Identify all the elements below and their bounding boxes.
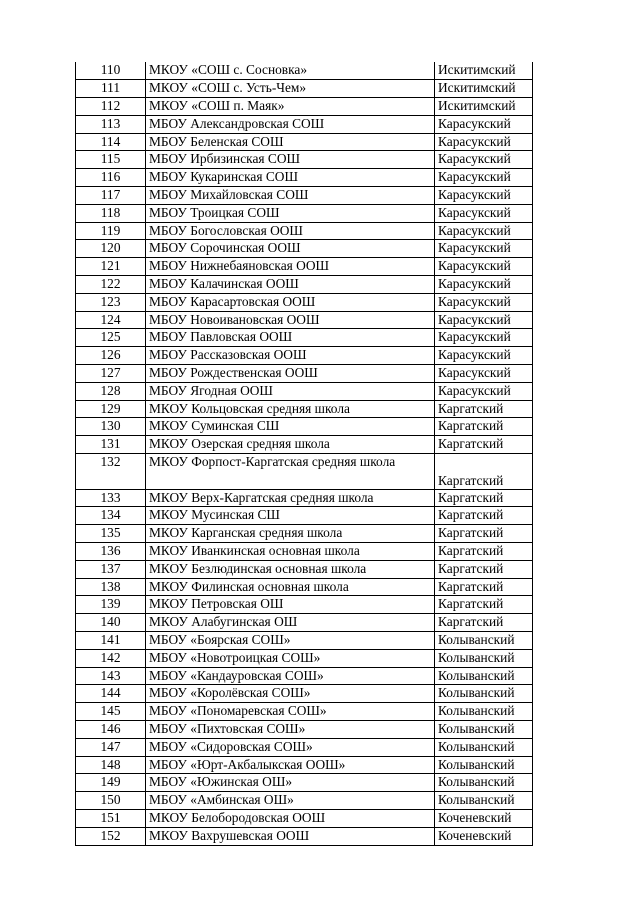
school-name-cell: МБОУ Ирбизинская СОШ xyxy=(146,151,435,169)
table-row xyxy=(76,151,533,169)
table-row xyxy=(76,792,533,810)
table-row xyxy=(76,649,533,667)
row-number-cell: 143 xyxy=(76,667,146,685)
school-name-cell: МКОУ Озерская средняя школа xyxy=(146,436,435,454)
district-cell: Колыванский xyxy=(435,720,533,738)
table-row xyxy=(76,240,533,258)
school-name-cell: МБОУ Нижнебаяновская ООШ xyxy=(146,258,435,276)
school-name-cell: МБОУ Троицкая СОШ xyxy=(146,204,435,222)
schools-table xyxy=(75,62,533,846)
school-name-cell: МКОУ Суминская СШ xyxy=(146,418,435,436)
table-row xyxy=(76,98,533,116)
row-number-cell: 132 xyxy=(76,454,146,490)
school-name-cell: МБОУ «Королёвская СОШ» xyxy=(146,685,435,703)
table-row xyxy=(76,720,533,738)
row-number-cell: 136 xyxy=(76,543,146,561)
row-number-cell: 118 xyxy=(76,204,146,222)
row-number-cell: 110 xyxy=(76,62,146,80)
row-number-cell: 151 xyxy=(76,809,146,827)
table-row xyxy=(76,204,533,222)
district-cell: Каргатский xyxy=(435,400,533,418)
district-cell: Карасукский xyxy=(435,382,533,400)
school-name-cell: МБОУ Карасартовская ООШ xyxy=(146,293,435,311)
row-number-cell: 144 xyxy=(76,685,146,703)
row-number-cell: 134 xyxy=(76,507,146,525)
district-cell: Коченевский xyxy=(435,809,533,827)
schools-table-body xyxy=(76,62,533,845)
table-row xyxy=(76,703,533,721)
row-number-cell: 115 xyxy=(76,151,146,169)
district-cell: Колыванский xyxy=(435,774,533,792)
row-number-cell: 125 xyxy=(76,329,146,347)
table-row xyxy=(76,578,533,596)
table-row xyxy=(76,560,533,578)
district-cell: Карасукский xyxy=(435,187,533,205)
table-row xyxy=(76,827,533,845)
school-name-cell: МКОУ Белобородовская ООШ xyxy=(146,809,435,827)
table-row xyxy=(76,774,533,792)
school-name-cell: МБОУ Сорочинская ООШ xyxy=(146,240,435,258)
school-name-cell: МКОУ Мусинская СШ xyxy=(146,507,435,525)
district-cell: Карасукский xyxy=(435,258,533,276)
district-cell: Каргатский xyxy=(435,507,533,525)
district-cell: Колыванский xyxy=(435,756,533,774)
row-number-cell: 135 xyxy=(76,525,146,543)
district-cell: Карасукский xyxy=(435,240,533,258)
school-name-cell: МБОУ Рождественская ООШ xyxy=(146,365,435,383)
row-number-cell: 146 xyxy=(76,720,146,738)
row-number-cell: 137 xyxy=(76,560,146,578)
district-cell: Колыванский xyxy=(435,792,533,810)
school-name-cell: МКОУ Вахрушевская ООШ xyxy=(146,827,435,845)
table-row xyxy=(76,809,533,827)
table-row xyxy=(76,418,533,436)
table-row xyxy=(76,614,533,632)
table-row xyxy=(76,489,533,507)
table-row xyxy=(76,80,533,98)
school-name-cell: МКОУ Иванкинская основная школа xyxy=(146,543,435,561)
row-number-cell: 142 xyxy=(76,649,146,667)
row-number-cell: 124 xyxy=(76,311,146,329)
district-cell: Каргатский xyxy=(435,454,533,490)
school-name-cell: МБОУ Богословская ООШ xyxy=(146,222,435,240)
district-cell: Карасукский xyxy=(435,329,533,347)
district-cell: Карасукский xyxy=(435,204,533,222)
district-cell: Каргатский xyxy=(435,596,533,614)
school-name-cell: МКОУ Безлюдинская основная школа xyxy=(146,560,435,578)
table-row xyxy=(76,293,533,311)
school-name-cell: МКОУ Форпост-Каргатская средняя школа xyxy=(146,454,435,490)
row-number-cell: 140 xyxy=(76,614,146,632)
table-row xyxy=(76,685,533,703)
district-cell: Карасукский xyxy=(435,365,533,383)
school-name-cell: МКОУ Верх-Каргатская средняя школа xyxy=(146,489,435,507)
table-row xyxy=(76,347,533,365)
district-cell: Каргатский xyxy=(435,525,533,543)
district-cell: Карасукский xyxy=(435,169,533,187)
district-cell: Колыванский xyxy=(435,685,533,703)
school-name-cell: МБОУ «Кандауровская СОШ» xyxy=(146,667,435,685)
district-cell: Каргатский xyxy=(435,614,533,632)
table-row xyxy=(76,187,533,205)
school-name-cell: МБОУ Калачинская ООШ xyxy=(146,276,435,294)
table-row xyxy=(76,507,533,525)
school-name-cell: МБОУ Новоивановская ООШ xyxy=(146,311,435,329)
district-cell: Карасукский xyxy=(435,293,533,311)
row-number-cell: 119 xyxy=(76,222,146,240)
district-cell: Каргатский xyxy=(435,436,533,454)
table-row xyxy=(76,365,533,383)
school-name-cell: МБОУ Беленская СОШ xyxy=(146,133,435,151)
school-name-cell: МБОУ Ягодная ООШ xyxy=(146,382,435,400)
row-number-cell: 112 xyxy=(76,98,146,116)
row-number-cell: 121 xyxy=(76,258,146,276)
row-number-cell: 150 xyxy=(76,792,146,810)
table-row xyxy=(76,525,533,543)
row-number-cell: 113 xyxy=(76,115,146,133)
row-number-cell: 148 xyxy=(76,756,146,774)
row-number-cell: 128 xyxy=(76,382,146,400)
row-number-cell: 122 xyxy=(76,276,146,294)
district-cell: Карасукский xyxy=(435,115,533,133)
table-row xyxy=(76,632,533,650)
school-name-cell: МБОУ «Боярская СОШ» xyxy=(146,632,435,650)
district-cell: Каргатский xyxy=(435,418,533,436)
table-row xyxy=(76,311,533,329)
district-cell: Каргатский xyxy=(435,543,533,561)
district-cell: Коченевский xyxy=(435,827,533,845)
district-cell: Каргатский xyxy=(435,560,533,578)
table-row xyxy=(76,596,533,614)
district-cell: Карасукский xyxy=(435,347,533,365)
district-cell: Карасукский xyxy=(435,311,533,329)
table-row xyxy=(76,222,533,240)
school-name-cell: МБОУ «Амбинская ОШ» xyxy=(146,792,435,810)
table-row xyxy=(76,62,533,80)
table-row xyxy=(76,543,533,561)
district-cell: Колыванский xyxy=(435,738,533,756)
school-name-cell: МБОУ Александровская СОШ xyxy=(146,115,435,133)
table-row xyxy=(76,133,533,151)
table-row xyxy=(76,667,533,685)
school-name-cell: МКОУ Филинская основная школа xyxy=(146,578,435,596)
school-name-cell: МБОУ Кукаринская СОШ xyxy=(146,169,435,187)
row-number-cell: 131 xyxy=(76,436,146,454)
school-name-cell: МБОУ «Юрт-Акбалыкская ООШ» xyxy=(146,756,435,774)
row-number-cell: 129 xyxy=(76,400,146,418)
row-number-cell: 141 xyxy=(76,632,146,650)
school-name-cell: МБОУ «Пономаревская СОШ» xyxy=(146,703,435,721)
district-cell: Колыванский xyxy=(435,632,533,650)
table-row xyxy=(76,115,533,133)
school-name-cell: МБОУ «Пихтовская СОШ» xyxy=(146,720,435,738)
district-cell: Искитимский xyxy=(435,80,533,98)
school-name-cell: МБОУ Михайловская СОШ xyxy=(146,187,435,205)
row-number-cell: 130 xyxy=(76,418,146,436)
table-row xyxy=(76,436,533,454)
district-cell: Колыванский xyxy=(435,667,533,685)
table-row xyxy=(76,382,533,400)
school-name-cell: МБОУ «Южинская ОШ» xyxy=(146,774,435,792)
district-cell: Колыванский xyxy=(435,649,533,667)
district-cell: Искитимский xyxy=(435,62,533,80)
district-cell: Карасукский xyxy=(435,222,533,240)
school-name-cell: МКОУ «СОШ п. Маяк» xyxy=(146,98,435,116)
table-row xyxy=(76,738,533,756)
school-name-cell: МКОУ Петровская ОШ xyxy=(146,596,435,614)
table-row xyxy=(76,329,533,347)
district-cell: Искитимский xyxy=(435,98,533,116)
school-name-cell: МБОУ «Новотроицкая СОШ» xyxy=(146,649,435,667)
school-name-cell: МКОУ Кольцовская средняя школа xyxy=(146,400,435,418)
row-number-cell: 111 xyxy=(76,80,146,98)
district-cell: Карасукский xyxy=(435,276,533,294)
table-row xyxy=(76,756,533,774)
district-cell: Колыванский xyxy=(435,703,533,721)
row-number-cell: 116 xyxy=(76,169,146,187)
row-number-cell: 152 xyxy=(76,827,146,845)
row-number-cell: 120 xyxy=(76,240,146,258)
district-cell: Карасукский xyxy=(435,151,533,169)
row-number-cell: 126 xyxy=(76,347,146,365)
table-row xyxy=(76,276,533,294)
school-name-cell: МБОУ Павловская ООШ xyxy=(146,329,435,347)
district-cell: Каргатский xyxy=(435,489,533,507)
row-number-cell: 138 xyxy=(76,578,146,596)
row-number-cell: 133 xyxy=(76,489,146,507)
row-number-cell: 114 xyxy=(76,133,146,151)
school-name-cell: МКОУ Алабугинская ОШ xyxy=(146,614,435,632)
row-number-cell: 117 xyxy=(76,187,146,205)
row-number-cell: 123 xyxy=(76,293,146,311)
school-name-cell: МКОУ Карганская средняя школа xyxy=(146,525,435,543)
district-cell: Каргатский xyxy=(435,578,533,596)
school-name-cell: МБОУ Рассказовская ООШ xyxy=(146,347,435,365)
row-number-cell: 147 xyxy=(76,738,146,756)
row-number-cell: 127 xyxy=(76,365,146,383)
row-number-cell: 139 xyxy=(76,596,146,614)
table-row xyxy=(76,169,533,187)
table-row xyxy=(76,258,533,276)
district-cell: Карасукский xyxy=(435,133,533,151)
row-number-cell: 145 xyxy=(76,703,146,721)
school-name-cell: МКОУ «СОШ с. Сосновка» xyxy=(146,62,435,80)
table-row xyxy=(76,454,533,490)
row-number-cell: 149 xyxy=(76,774,146,792)
table-row xyxy=(76,400,533,418)
school-name-cell: МБОУ «Сидоровская СОШ» xyxy=(146,738,435,756)
school-name-cell: МКОУ «СОШ с. Усть-Чем» xyxy=(146,80,435,98)
